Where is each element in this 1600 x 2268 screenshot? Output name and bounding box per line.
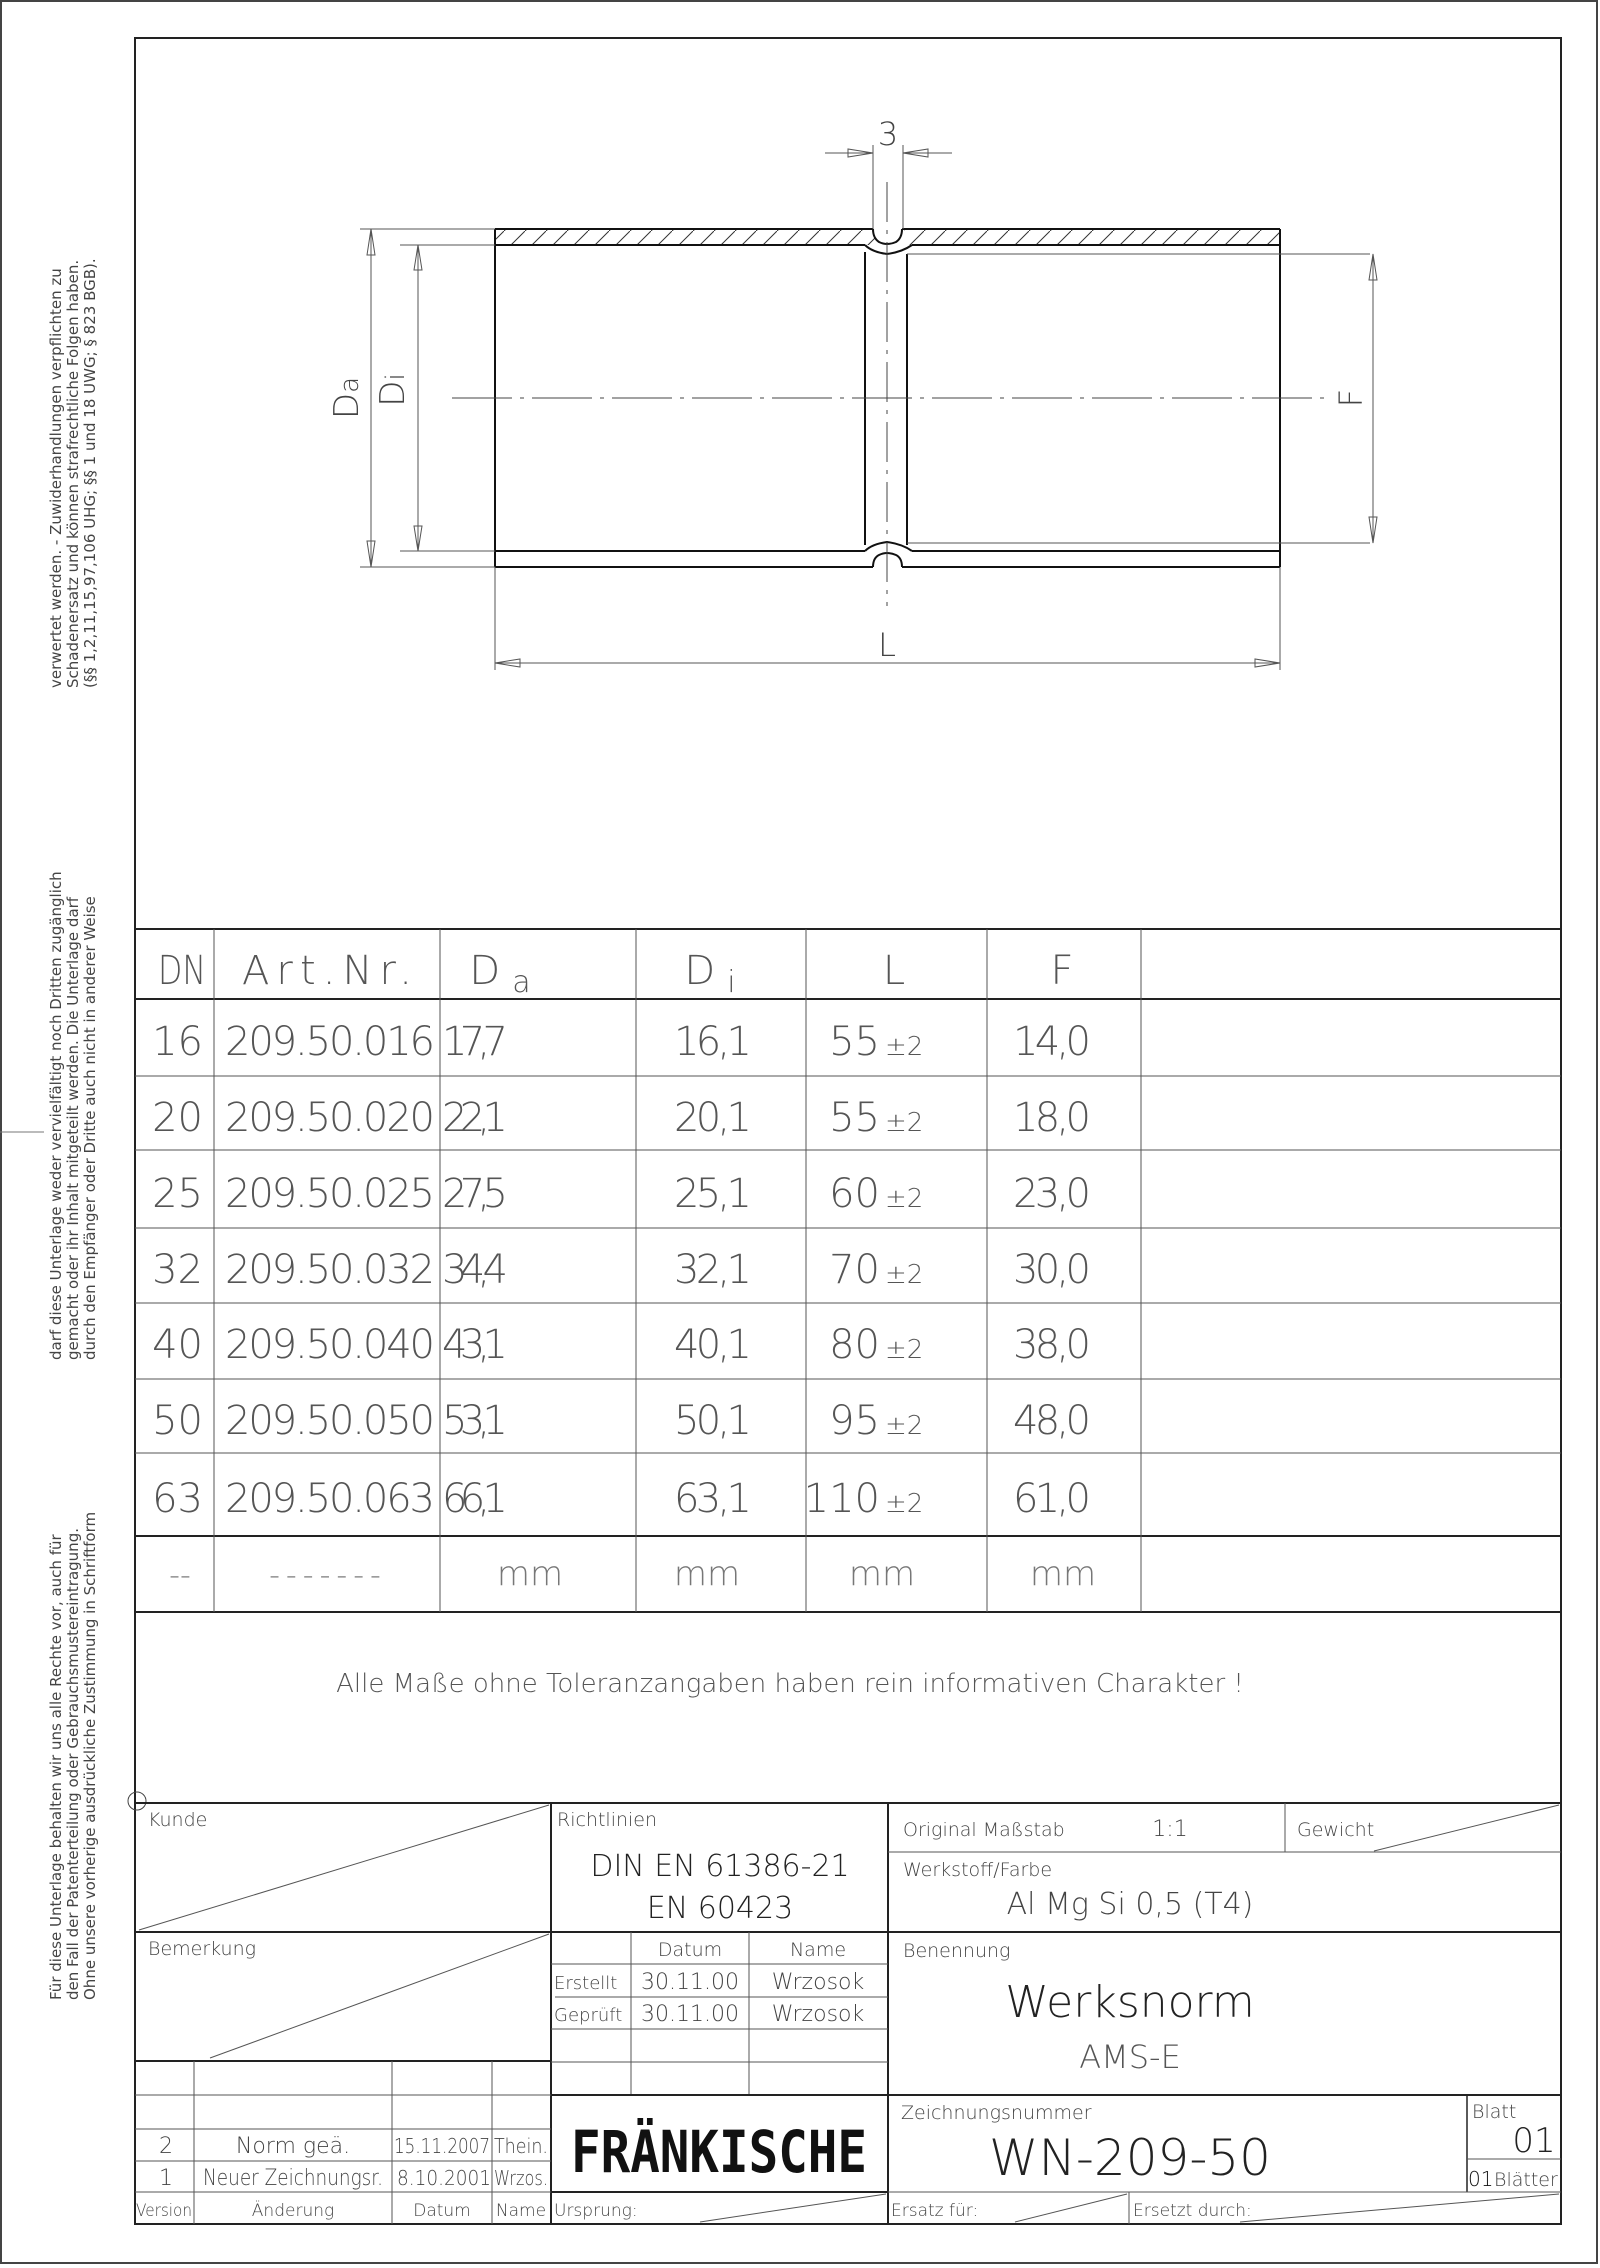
svg-text:L: L: [878, 626, 896, 664]
name-header: Name: [789, 1939, 847, 1961]
bemerkung-label: Bemerkung: [148, 1938, 257, 1960]
blaetter-count: 01: [1468, 2167, 1494, 2191]
table-header-row: [158, 948, 1074, 1000]
svg-text:53,1: 53,1: [442, 1398, 508, 1444]
svg-text:209.50.025: 209.50.025: [225, 1171, 435, 1217]
table-row: [152, 1476, 1091, 1522]
svg-text:18,0: 18,0: [1013, 1095, 1091, 1141]
svg-text:Name: Name: [495, 2201, 547, 2221]
richtlinien-line2: EN 60423: [646, 1891, 794, 1926]
svg-text:±2: ±2: [885, 1184, 924, 1214]
svg-text:20,1: 20,1: [674, 1095, 752, 1141]
title-block-text: [136, 1809, 1558, 2221]
svg-text:±2: ±2: [885, 1335, 924, 1365]
svg-text:Norm geä.: Norm geä.: [235, 2134, 351, 2159]
svg-text:22,1: 22,1: [442, 1095, 508, 1141]
svg-text:110: 110: [803, 1476, 880, 1522]
svg-text:Di: Di: [373, 373, 413, 407]
svg-text:F: F: [1332, 388, 1370, 408]
svg-text:209.50.050: 209.50.050: [225, 1398, 435, 1444]
benennung-label: Benennung: [903, 1940, 1011, 1962]
svg-text:50: 50: [152, 1398, 203, 1444]
svg-text:27,5: 27,5: [442, 1171, 508, 1217]
svg-text:60: 60: [829, 1171, 880, 1217]
svg-text:23,0: 23,0: [1013, 1171, 1091, 1217]
svg-text:14,0: 14,0: [1013, 1019, 1091, 1065]
svg-text:209.50.063: 209.50.063: [225, 1476, 435, 1522]
zeichnungsnummer: WN-209-50: [989, 2129, 1271, 2187]
svg-text:Thein.: Thein.: [494, 2134, 548, 2158]
dimension-groove-width: [825, 115, 952, 229]
dimension-f: [1332, 254, 1377, 543]
svg-text:32: 32: [152, 1247, 203, 1293]
massstab-label: Original Maßstab: [903, 1819, 1065, 1841]
svg-text:30,0: 30,0: [1013, 1247, 1091, 1293]
blatt-value: 01: [1512, 2121, 1556, 2161]
svg-text:Da: Da: [327, 376, 367, 420]
revision-header-row: [136, 2200, 546, 2221]
revision-row: [159, 2166, 548, 2191]
svg-text:Neuer Zeichnungsr.: Neuer Zeichnungsr.: [203, 2166, 383, 2191]
svg-text:17,7: 17,7: [442, 1019, 508, 1065]
svg-text:40: 40: [152, 1322, 203, 1368]
svg-text:63,1: 63,1: [674, 1476, 752, 1522]
benennung-line1: Werksnorm: [1005, 1977, 1255, 2028]
table-row: [152, 1171, 1091, 1217]
svg-text:±2: ±2: [885, 1411, 924, 1441]
richtlinien-label: Richtlinien: [557, 1809, 658, 1831]
benennung-line2: AMS-E: [1079, 2038, 1181, 2076]
table-row: [152, 1398, 1091, 1444]
svg-text:16: 16: [152, 1019, 203, 1065]
massstab-value: 1:1: [1152, 1817, 1188, 1842]
table-body: [152, 1019, 1096, 1594]
table-row: [152, 1019, 1091, 1065]
svg-text:8.10.2001: 8.10.2001: [397, 2166, 491, 2190]
ersatz-fuer-label: Ersatz für:: [891, 2201, 979, 2221]
svg-text:25,1: 25,1: [674, 1171, 752, 1217]
svg-text:80: 80: [829, 1322, 880, 1368]
erstellt-label: Erstellt: [554, 1973, 618, 1994]
header-art-nr: Art.Nr.: [242, 948, 412, 994]
header-di: D $_i$: [684, 948, 736, 1000]
werkstoff-value: Al Mg Si 0,5 (T4): [1006, 1887, 1254, 1922]
svg-text:±2: ±2: [885, 1032, 924, 1062]
svg-text:55: 55: [829, 1019, 880, 1065]
erstellt-datum: 30.11.00: [641, 1970, 739, 1995]
svg-text:95: 95: [829, 1398, 880, 1444]
svg-text:43,1: 43,1: [442, 1322, 508, 1368]
svg-text:209.50.040: 209.50.040: [225, 1322, 435, 1368]
header-da: D $_a$: [469, 948, 531, 1000]
svg-text:±2: ±2: [885, 1260, 924, 1290]
kunde-label: Kunde: [148, 1809, 208, 1831]
ersetzt-durch-label: Ersetzt durch:: [1133, 2201, 1252, 2221]
tolerance-note: Alle Maße ohne Toleranzangaben haben rein informativen Charakter !: [336, 1669, 1244, 1699]
blatt-label: Blatt: [1472, 2101, 1517, 2123]
svg-text:63: 63: [152, 1476, 203, 1522]
table-row: [152, 1095, 1091, 1141]
erstellt-name: Wrzosok: [771, 1970, 865, 1995]
header-dn: DN: [158, 948, 206, 994]
header-f: F: [1050, 948, 1074, 994]
dimension-length: [495, 567, 1280, 670]
header-l: L: [882, 948, 906, 994]
svg-text:48,0: 48,0: [1013, 1398, 1091, 1444]
geprueft-label: Geprüft: [554, 2005, 623, 2026]
svg-text:±2: ±2: [885, 1489, 924, 1519]
svg-text:--: --: [169, 1558, 191, 1593]
svg-text:209.50.020: 209.50.020: [225, 1095, 435, 1141]
svg-text:38,0: 38,0: [1013, 1322, 1091, 1368]
svg-text:Datum: Datum: [413, 2201, 471, 2221]
svg-text:55: 55: [829, 1095, 880, 1141]
table-units-row: [169, 1554, 1096, 1594]
revision-row: [159, 2134, 548, 2159]
table-row: [152, 1322, 1091, 1368]
svg-text:70: 70: [829, 1247, 880, 1293]
svg-text:±2: ±2: [885, 1108, 924, 1138]
datum-header: Datum: [657, 1939, 723, 1961]
pipe-section-drawing: [452, 182, 1370, 606]
richtlinien-line1: DIN EN 61386-21: [590, 1849, 850, 1884]
svg-text:50,1: 50,1: [674, 1398, 752, 1444]
svg-text:16,1: 16,1: [674, 1019, 752, 1065]
svg-text:20: 20: [152, 1095, 203, 1141]
table-row: [152, 1247, 1091, 1293]
svg-text:209.50.032: 209.50.032: [225, 1247, 435, 1293]
svg-text:40,1: 40,1: [674, 1322, 752, 1368]
svg-text:Version: Version: [136, 2201, 192, 2221]
svg-text:15.11.2007: 15.11.2007: [394, 2134, 490, 2158]
zeichnungsnummer-label: Zeichnungsnummer: [901, 2102, 1092, 2124]
svg-text:66,1: 66,1: [442, 1476, 508, 1522]
blaetter-label: Blätter: [1494, 2169, 1558, 2191]
svg-text:-------: -------: [269, 1558, 387, 1593]
svg-text:mm: mm: [673, 1554, 741, 1594]
svg-text:mm: mm: [848, 1554, 916, 1594]
svg-text:mm: mm: [496, 1554, 564, 1594]
punch-mark: [128, 1792, 146, 1810]
svg-text:1: 1: [159, 2166, 173, 2191]
ursprung-label: Ursprung:: [554, 2201, 638, 2221]
company-logo: FRÄNKISCHE: [571, 2118, 921, 2186]
svg-text:Wrzos.: Wrzos.: [494, 2166, 548, 2190]
gewicht-label: Gewicht: [1297, 1819, 1375, 1841]
svg-text:209.50.016: 209.50.016: [225, 1019, 435, 1065]
svg-text:2: 2: [159, 2134, 173, 2159]
svg-text:61,0: 61,0: [1013, 1476, 1091, 1522]
geprueft-datum: 30.11.00: [641, 2002, 739, 2027]
svg-text:32,1: 32,1: [674, 1247, 752, 1293]
svg-text:34,4: 34,4: [442, 1247, 508, 1293]
svg-text:Änderung: Änderung: [251, 2201, 335, 2221]
svg-text:3: 3: [877, 115, 899, 153]
svg-text:25: 25: [152, 1171, 203, 1217]
geprueft-name: Wrzosok: [771, 2002, 865, 2027]
svg-text:mm: mm: [1029, 1554, 1097, 1594]
werkstoff-label: Werkstoff/Farbe: [903, 1859, 1053, 1881]
